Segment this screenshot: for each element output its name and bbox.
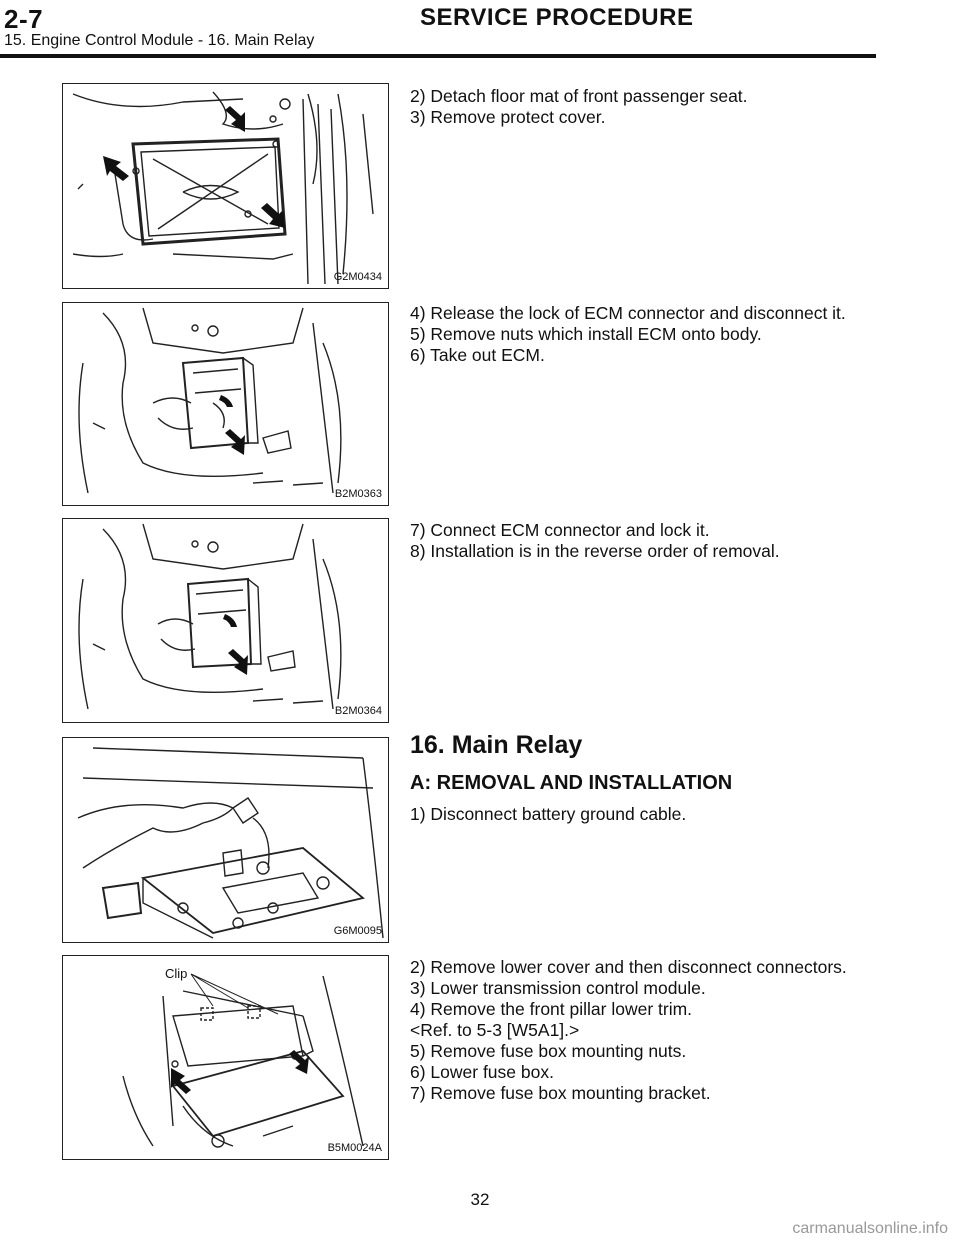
step-text: 2) Remove lower cover and then disconnect connectors. [410,957,847,977]
figure-label: B5M0024A [327,1142,382,1154]
figure-fuse-box-drawing [63,956,388,1159]
figure-ecm-lock [62,518,389,723]
text-block-2 [410,303,880,366]
figure-label: B2M0364 [334,705,382,717]
step-text: 3) Remove protect cover. [410,107,606,127]
section-heading: 16. Main Relay [410,731,583,759]
reference-text: <Ref. to 5-3 [W5A1].> [410,1020,580,1040]
section-subtitle: 15. Engine Control Module - 16. Main Relay [4,32,315,49]
step-text: 5) Remove nuts which install ECM onto body. [410,324,762,344]
figure-battery-cable-drawing [63,738,388,942]
step-text: 7) Remove fuse box mounting bracket. [410,1083,711,1103]
figure-protect-cover [62,83,389,289]
step-text: 4) Remove the front pillar lower trim. [410,999,693,1019]
text-block-1 [410,86,880,128]
step-text: 3) Lower transmission control module. [410,978,706,998]
step-text: 1) Disconnect battery ground cable. [410,804,687,824]
figure-ecm-connector [62,302,389,506]
step-text: 5) Remove fuse box mounting nuts. [410,1041,687,1061]
figure-protect-cover-drawing [63,84,388,288]
watermark: carmanualsonline.info [792,1220,948,1237]
figure-label: B2M0363 [334,488,382,500]
text-block-5 [410,957,880,1104]
figure-label: G2M0434 [333,271,382,283]
text-block-3 [410,520,880,562]
figure-label: G6M0095 [333,925,382,937]
page-number: 32 [470,1190,490,1209]
figure-ecm-connector-drawing [63,303,388,505]
clip-callout: Clip [165,966,188,981]
step-text: 6) Take out ECM. [410,345,545,365]
section-title: SERVICE PROCEDURE [420,4,694,31]
step-text: 2) Detach floor mat of front passenger seat. [410,86,748,106]
text-block-4 [410,730,880,825]
section-number: 2-7 [4,4,44,34]
step-text: 6) Lower fuse box. [410,1062,554,1082]
step-text: 8) Installation is in the reverse order of removal. [410,541,780,561]
figure-fuse-box [62,955,389,1160]
figure-ecm-lock-drawing [63,519,388,722]
subsection-heading: A: REMOVAL AND INSTALLATION [410,772,733,794]
step-text: 7) Connect ECM connector and lock it. [410,520,710,540]
header-rule [0,54,876,58]
step-text: 4) Release the lock of ECM connector and disconnect it. [410,303,846,323]
page-header [0,0,960,62]
figure-battery-cable [62,737,389,943]
